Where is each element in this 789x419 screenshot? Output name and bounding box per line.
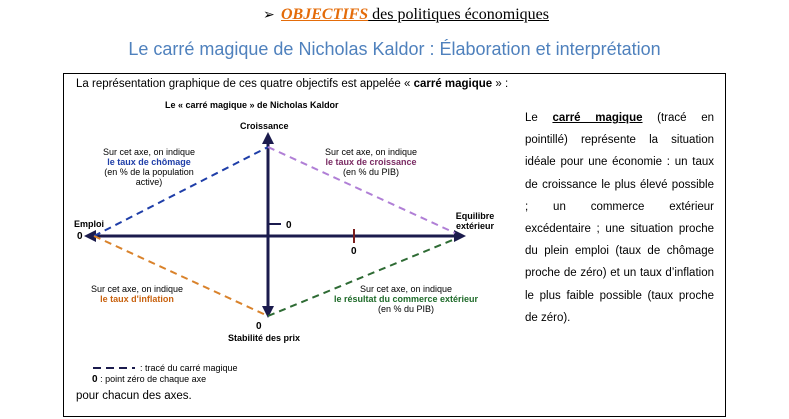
note-inflation <box>80 284 194 304</box>
note-commerce-line1: Sur cet axe, on indique <box>359 284 453 294</box>
note-chomage-line2: le taux de chômage <box>107 157 191 167</box>
note-croissance <box>314 147 428 177</box>
note-commerce-line3: (en % du PIB) <box>377 304 435 314</box>
note-croissance-line3: (en % du PIB) <box>342 167 400 177</box>
heading-highlight: OBJECTIFS <box>281 6 369 23</box>
axis-label-equilibre-exterieur <box>447 211 503 231</box>
axis-label-right-line1: Equilibre <box>455 211 495 221</box>
footer-text: pour chacun des axes. <box>76 390 192 402</box>
zero-label-emploi: 0 <box>77 231 83 242</box>
note-croissance-line1: Sur cet axe, on indique <box>324 147 418 157</box>
axis-label-right-line2: extérieur <box>455 221 495 231</box>
explanation-before: Le <box>525 112 553 124</box>
square-edge-orange <box>94 236 268 316</box>
arrow-bullet-icon: ➢ <box>263 8 275 23</box>
note-chomage-line1: Sur cet axe, on indique <box>102 147 196 157</box>
axis-label-croissance: Croissance <box>240 121 289 131</box>
diagram-title: Le « carré magique » de Nicholas Kaldor <box>165 100 339 110</box>
legend-dash-text: : tracé du carré magique <box>140 363 238 373</box>
note-croissance-line2: le taux de croissance <box>325 157 417 167</box>
note-chomage-line4: active) <box>135 177 163 187</box>
zero-label-prix: 0 <box>256 321 262 332</box>
zero-label-croissance: 0 <box>286 220 292 231</box>
intro-bold: carré magique <box>413 78 493 90</box>
legend-zero <box>92 374 206 385</box>
explanation-after: (tracé en pointillé) représente la situation idéale pour une économie : un taux de croissance le plus élevé possible ; un commerce extérieur excédentaire ; une situation proche du plein emploi (taux de chômage proche de zéro) et un taux d’inflation le plus faible possible (taux proche de zéro). <box>525 112 714 324</box>
arrow-right-icon <box>454 230 466 242</box>
zero-label-equilibre: 0 <box>351 246 357 257</box>
heading-rest: des politiques économiques <box>368 6 549 23</box>
axis-label-emploi: Emploi <box>74 219 105 229</box>
intro-after: » : <box>492 78 509 90</box>
page-subtitle: Le carré magique de Nicholas Kaldor : Élaboration et interprétation <box>128 39 661 59</box>
note-inflation-line1: Sur cet axe, on indique <box>90 284 184 294</box>
arrow-down-icon <box>262 306 274 318</box>
note-commerce-line2: le résultat du commerce extérieur <box>333 294 479 304</box>
intro-before: La représentation graphique de ces quatre objectifs est appelée « <box>76 78 414 90</box>
note-chomage <box>92 147 206 187</box>
note-chomage-line3: (en % de la population <box>104 167 194 177</box>
explanation-term: carré magique <box>552 112 643 124</box>
arrow-up-icon <box>262 132 274 144</box>
legend-zero-text: : point zéro de chaque axe <box>100 374 207 384</box>
note-inflation-line2: le taux d'inflation <box>100 294 174 304</box>
axis-label-stabilite-prix: Stabilité des prix <box>228 333 301 343</box>
note-commerce <box>318 284 494 314</box>
legend-zero-symbol: 0 <box>92 374 98 385</box>
explanation-paragraph <box>525 107 714 329</box>
